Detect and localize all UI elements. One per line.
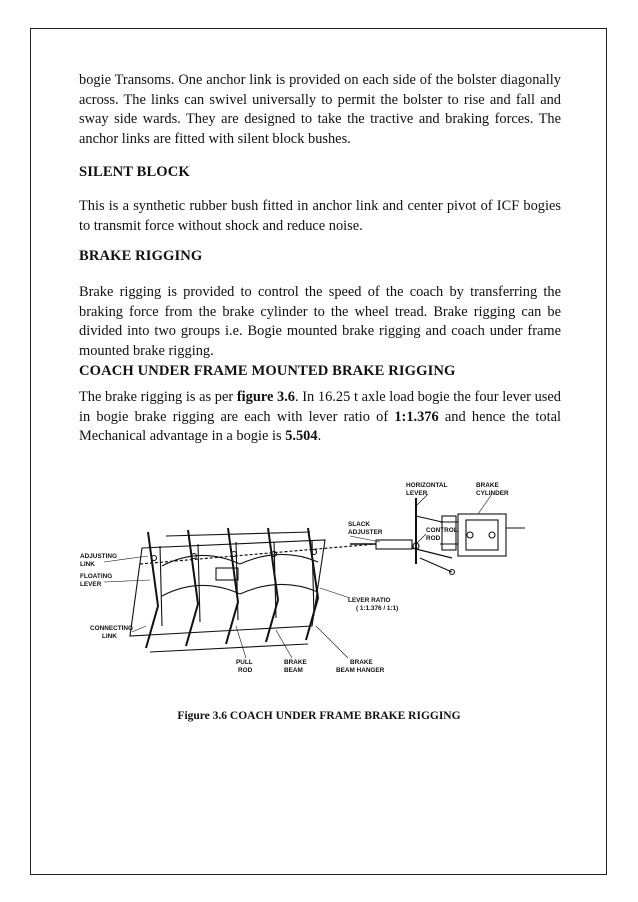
lever-ratio-value: 1:1.376 <box>394 408 439 425</box>
label-horizontal-lever: LEVER <box>406 490 428 497</box>
brake-rigging-diagram <box>80 476 530 691</box>
text-run: . <box>317 428 322 445</box>
heading-coach-under-frame: COACH UNDER FRAME MOUNTED BRAKE RIGGING <box>79 363 456 379</box>
label-lever-ratio-value: ( 1:1.376 / 1:1) <box>356 605 399 612</box>
label-adjusting-link: LINK <box>80 561 95 568</box>
text-run: . In 16.25 t axle load bogie the four lever used in bogie brake rigging are each with lever ratio of <box>79 389 561 425</box>
label-brake-beam: BRAKE <box>284 659 307 666</box>
label-brake-beam: BEAM <box>284 667 303 674</box>
label-floating-lever: LEVER <box>80 581 102 588</box>
heading-silent-block: SILENT BLOCK <box>79 164 190 180</box>
label-horizontal-lever: HORIZONTAL <box>406 482 448 489</box>
label-control-rod: CONTROL <box>426 527 458 534</box>
bogie-brake-rigging-drawing <box>130 528 325 652</box>
label-floating-lever: FLOATING <box>80 573 113 580</box>
label-leader-lines <box>104 494 492 658</box>
label-connecting-link: CONNECTING <box>90 625 133 632</box>
page-border <box>30 28 607 875</box>
figure-reference: figure 3.6 <box>236 389 295 405</box>
label-connecting-link: LINK <box>102 633 117 640</box>
label-adjusting-link: ADJUSTING <box>80 553 117 560</box>
label-pull-rod: ROD <box>238 667 253 674</box>
label-control-rod: ROD <box>426 535 441 542</box>
label-pull-rod: PULL <box>236 659 253 666</box>
label-brake-beam-hanger: BEAM HANGER <box>336 667 385 674</box>
paragraph-anchor-links: bogie Transoms. One anchor link is provided on each side of the bolster diagonally across. The links can swivel universally to permit the bolster to rise and fall and sway side wards. They are designed to take the tractive and braking forces. The anchor links are fitted with silent block bushes. <box>79 72 561 147</box>
label-slack-adjuster: SLACK <box>348 521 371 528</box>
paragraph-brake-rigging-ratio <box>79 388 561 447</box>
figure-caption: Figure 3.6 COACH UNDER FRAME BRAKE RIGGING <box>177 710 461 722</box>
mechanical-advantage-value: 5.504 <box>285 428 318 445</box>
label-brake-cylinder: BRAKE <box>476 482 499 489</box>
heading-brake-rigging: BRAKE RIGGING <box>79 248 203 264</box>
text-run: and hence the total Mechanical advantage in a bogie is <box>79 408 561 445</box>
label-brake-cylinder: CYLINDER <box>476 490 509 497</box>
text-run: The brake rigging is as per <box>79 389 237 405</box>
label-slack-adjuster: ADJUSTER <box>348 529 383 536</box>
label-lever-ratio: LEVER RATIO <box>348 597 391 604</box>
paragraph-brake-rigging: Brake rigging is provided to control the speed of the coach by transferring the braking force from the brake cylinder to the wheel tread. Brake rigging can be divided into two groups i.e. Bogie mounted brake rigging and coach under frame mounted brake rigging. <box>79 284 561 359</box>
label-brake-beam-hanger: BRAKE <box>350 659 373 666</box>
paragraph-silent-block: This is a synthetic rubber bush fitted in anchor link and center pivot of ICF bogies to transmit force without shock and reduce noise. <box>79 198 561 234</box>
brake-cylinder-drawing <box>440 514 525 556</box>
